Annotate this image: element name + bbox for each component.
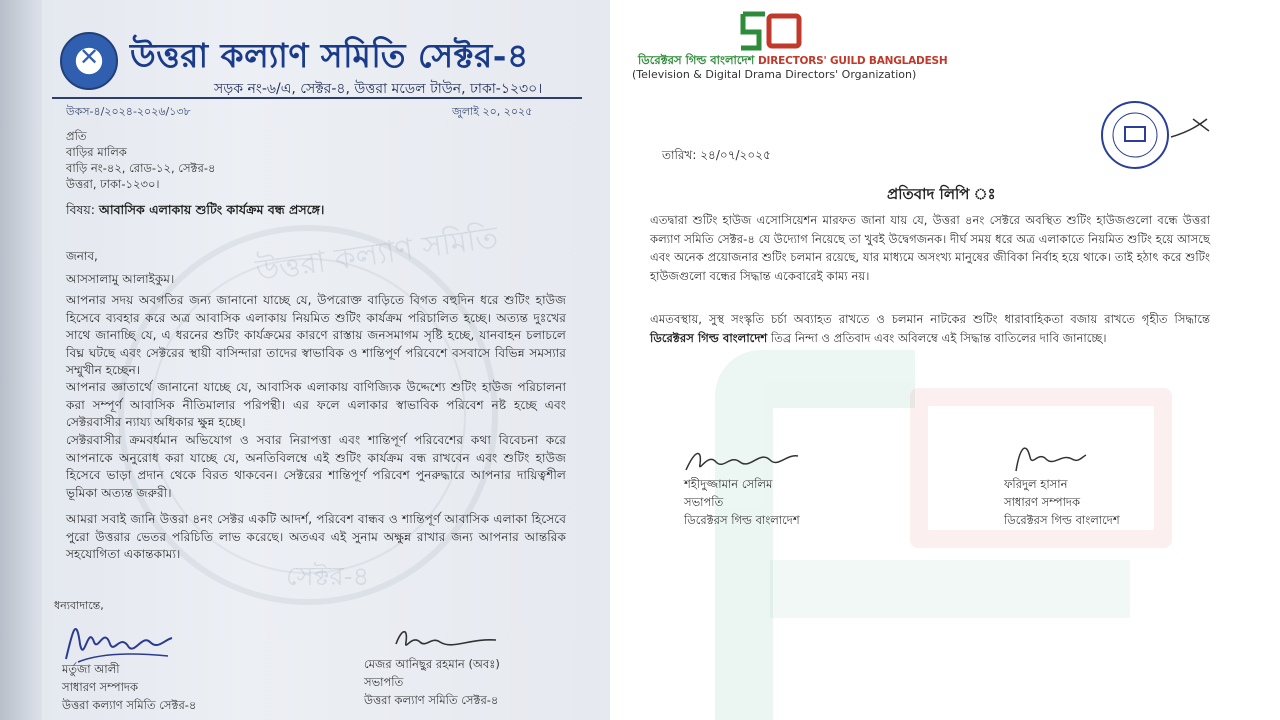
salutation: জনাব, — [66, 249, 98, 263]
recipient-line: প্রতি — [66, 129, 87, 143]
recipient-line: উত্তরা, ঢাকা-১২৩০। — [66, 177, 160, 191]
paragraph-2-prefix: এমতবস্থায়, সুস্থ সংস্কৃতি চর্চা অব্যাহত রাখতে ও চলমান নাটকের শুটিং ধারাবাহিকতা বজায় রাখতে গৃহীত সিদ্ধান্তে — [650, 312, 1210, 326]
signatory-org: উত্তরা কল্যাণ সমিতি সেক্টর-৪ — [364, 693, 499, 707]
signatory-org: ডিরেক্টরস গিল্ড বাংলাদেশ — [1004, 513, 1120, 527]
organization-name-bn: ডিরেক্টরস গিল্ড বাংলাদেশ — [638, 53, 755, 67]
subject-label: বিষয়: — [66, 202, 96, 217]
letterhead-title: উত্তরা কল্যাণ সমিতি সেক্টর-৪ — [130, 36, 529, 75]
signatory-block-1 — [684, 475, 800, 529]
handwritten-signature-2 — [392, 626, 502, 656]
signatory-title: সভাপতি — [364, 675, 404, 689]
signatory-name: ফরিদুল হাসান — [1004, 477, 1068, 491]
recipient-block — [66, 128, 215, 192]
left-letter — [0, 0, 610, 720]
right-letter — [610, 0, 1280, 720]
watermark-sector-text: সেক্টর-৪ — [286, 562, 370, 592]
letterhead-address: সড়ক নং-৬/এ, সেক্টর-৪, উত্তরা মডেল টাউন, ঢাকা-১২৩০। — [214, 81, 543, 97]
letter-date: জুলাই ২০, ২০২৫ — [452, 105, 533, 118]
signatory-title: সভাপতি — [684, 495, 724, 509]
subject-line — [66, 202, 324, 222]
signatory-org: উত্তরা কল্যাণ সমিতি সেক্টর-৪ — [62, 698, 197, 712]
greeting: আসসালামু আলাইকুম। — [66, 272, 175, 286]
signatory-title: সাধারণ সম্পাদক — [62, 680, 138, 694]
watermark-org-text: উত্তরা কল্যাণ সমিতি — [253, 220, 501, 289]
body-paragraph-1: আপনার সদয় অবগতির জন্য জানানো যাচ্ছে যে, উপরোক্ত বাড়িতে বিগত বহুদিন ধরে শুটিং হাউজ হিসেবে ব্যবহার করে অত্র আবাসিক এলাকায় নিয়মিত শুটিং কার্যক্রম পরিচালিত হচ্ছে। অত্যন্ত দুঃখের সাথে জানাচ্ছি যে, এ ধরনের শুটিং কার্যক্রমের কারণে রাস্তায় জনসমাগম সৃষ্টি হচ্ছে, যানবাহন চলাচলে বিঘ্ন ঘটছে এবং সেক্টরের স্থায়ী বাসিন্দারা তাদের স্বাভাবিক ও শান্তিপূর্ণ পরিবেশে বসবাসে বিভিন্ন সমস্যার সম্মুখীন হচ্ছেন। — [66, 293, 566, 377]
signatory-name: মর্তুজা আলী — [62, 662, 120, 676]
society-emblem-icon: ✕ — [60, 32, 118, 90]
paragraph-2-org: ডিরেক্টরস গিল্ড বাংলাদেশ — [650, 330, 768, 345]
watermark-green-base — [770, 560, 1130, 720]
signatory-org: ডিরেক্টরস গিল্ড বাংলাদেশ — [684, 513, 800, 527]
signatory-name: শহীদুজ্জামান সেলিম — [684, 477, 773, 491]
paper-fold-shadow — [0, 0, 42, 720]
recipient-line: বাড়ির মালিক — [66, 145, 127, 159]
body-paragraph-3: সেক্টরবাসীর ক্রমবর্ধমান অভিযোগ ও সবার নিরাপত্তা এবং শান্তিপূর্ণ পরিবেশের কথা বিবেচনা করে আপনাকে অনুরোধ করা যাচ্ছে যে, অনতিবিলম্বে এই শুটিং কার্যক্রম বন্ধ রাখবেন এবং শুটিং হাউজ হিসেবে ভাড়া প্রদান থেকে বিরত থাকবেন। সেক্টরের শান্তিপূর্ণ পরিবেশ পুনরুদ্ধারে আপনার দায়িত্বশীল ভূমিকা অত্যন্ত জরুরী। — [66, 433, 566, 500]
body-paragraph-4: আমরা সবাই জানি উত্তরা ৪নং সেক্টর একটি আদর্শ, পরিবেশ বান্ধব ও শান্তিপূর্ণ আবাসিক এলাকা হিসেবে পুরো উত্তরার ভেতর পরিচিতি লাভ করেছে। অতএব এই সুনাম অক্ষুন্ন রাখার জন্য আপনার আন্তরিক সহযোগিতা একান্তকাম্য। — [66, 512, 566, 561]
signatory-block-2 — [1004, 475, 1120, 529]
body-paragraph-2: আপনার জ্ঞাতার্থে জানানো যাচ্ছে যে, আবাসিক এলাকায় বাণিজ্যিক উদ্দেশ্যে শুটিং হাউজ পরিচালনা করা সম্পূর্ণ আবাসিক নীতিমালার পরিপন্থী। এর ফলে এলাকার স্বাভাবিক পরিবেশ নষ্ট হচ্ছে এবং সেক্টরবাসীর ন্যায্য অধিকার ক্ষুন্ন হচ্ছে। — [66, 380, 566, 429]
closing-thanks: ধন্যবাদান্তে, — [54, 599, 104, 612]
body-paragraph-1: এতদ্বারা শুটিং হাউজ এসোসিয়েশন মারফত জানা যায় যে, উত্তরা ৪নং সেক্টরে অবস্থিত শুটিং হাউজগুলো বন্ধে উত্তরা কল্যাণ সমিতি সেক্টর-৪ যে উদ্যোগ নিয়েছে তা খুবই উদ্বেগজনক। দীর্ঘ সময় ধরে অত্র এলাকাতে নিয়মিত শুটিং হয়ে আসছে এবং অনেক প্রয়োজনার শুটিং চলমান রয়েছে, যার মাধ্যমে অসংখ্য মানুষের জীবিকা নির্বাহ হয়ে থাকে। তাই হঠাৎ করে শুটিং হাউজগুলো বন্ধের সিদ্ধান্ত একেবারেই কাম্য নয়। — [650, 213, 1210, 283]
signatory-block-2 — [364, 655, 500, 709]
signatory-name: মেজর আনিছুর রহমান (অবঃ) — [364, 657, 500, 671]
handwritten-signature-1 — [682, 442, 802, 478]
letter-heading: প্রতিবাদ লিপি ঃ — [887, 185, 996, 203]
organization-name-en: DIRECTORS' GUILD BANGLADESH — [758, 55, 948, 67]
handwritten-signature-2 — [1010, 437, 1090, 477]
letterhead-divider — [52, 97, 582, 99]
organization-subtitle: (Television & Digital Drama Directors' Organization) — [632, 68, 917, 81]
official-seal-icon — [1097, 97, 1217, 171]
reference-number: উকস-৪/২০২৪-২০২৬/১৩৮ — [66, 105, 191, 118]
signatory-title: সাধারণ সম্পাদক — [1004, 495, 1080, 509]
body-paragraph-2 — [650, 310, 1210, 347]
subject-text: আবাসিক এলাকায় শুটিং কার্যক্রম বন্ধ প্রসঙ্গে। — [99, 202, 325, 217]
directors-guild-logo-icon — [737, 8, 803, 54]
letter-date: তারিখ: ২৪/০৭/২০২৫ — [662, 148, 771, 162]
recipient-line: বাড়ি নং-৪২, রোড-১২, সেক্টর-৪ — [66, 161, 216, 175]
signatory-block-1 — [62, 660, 196, 714]
paragraph-2-suffix: তিব্র নিন্দা ও প্রতিবাদ এবং অবিলম্বে এই সিদ্ধান্ত বাতিলের দাবি জানাচ্ছে। — [770, 330, 1107, 345]
